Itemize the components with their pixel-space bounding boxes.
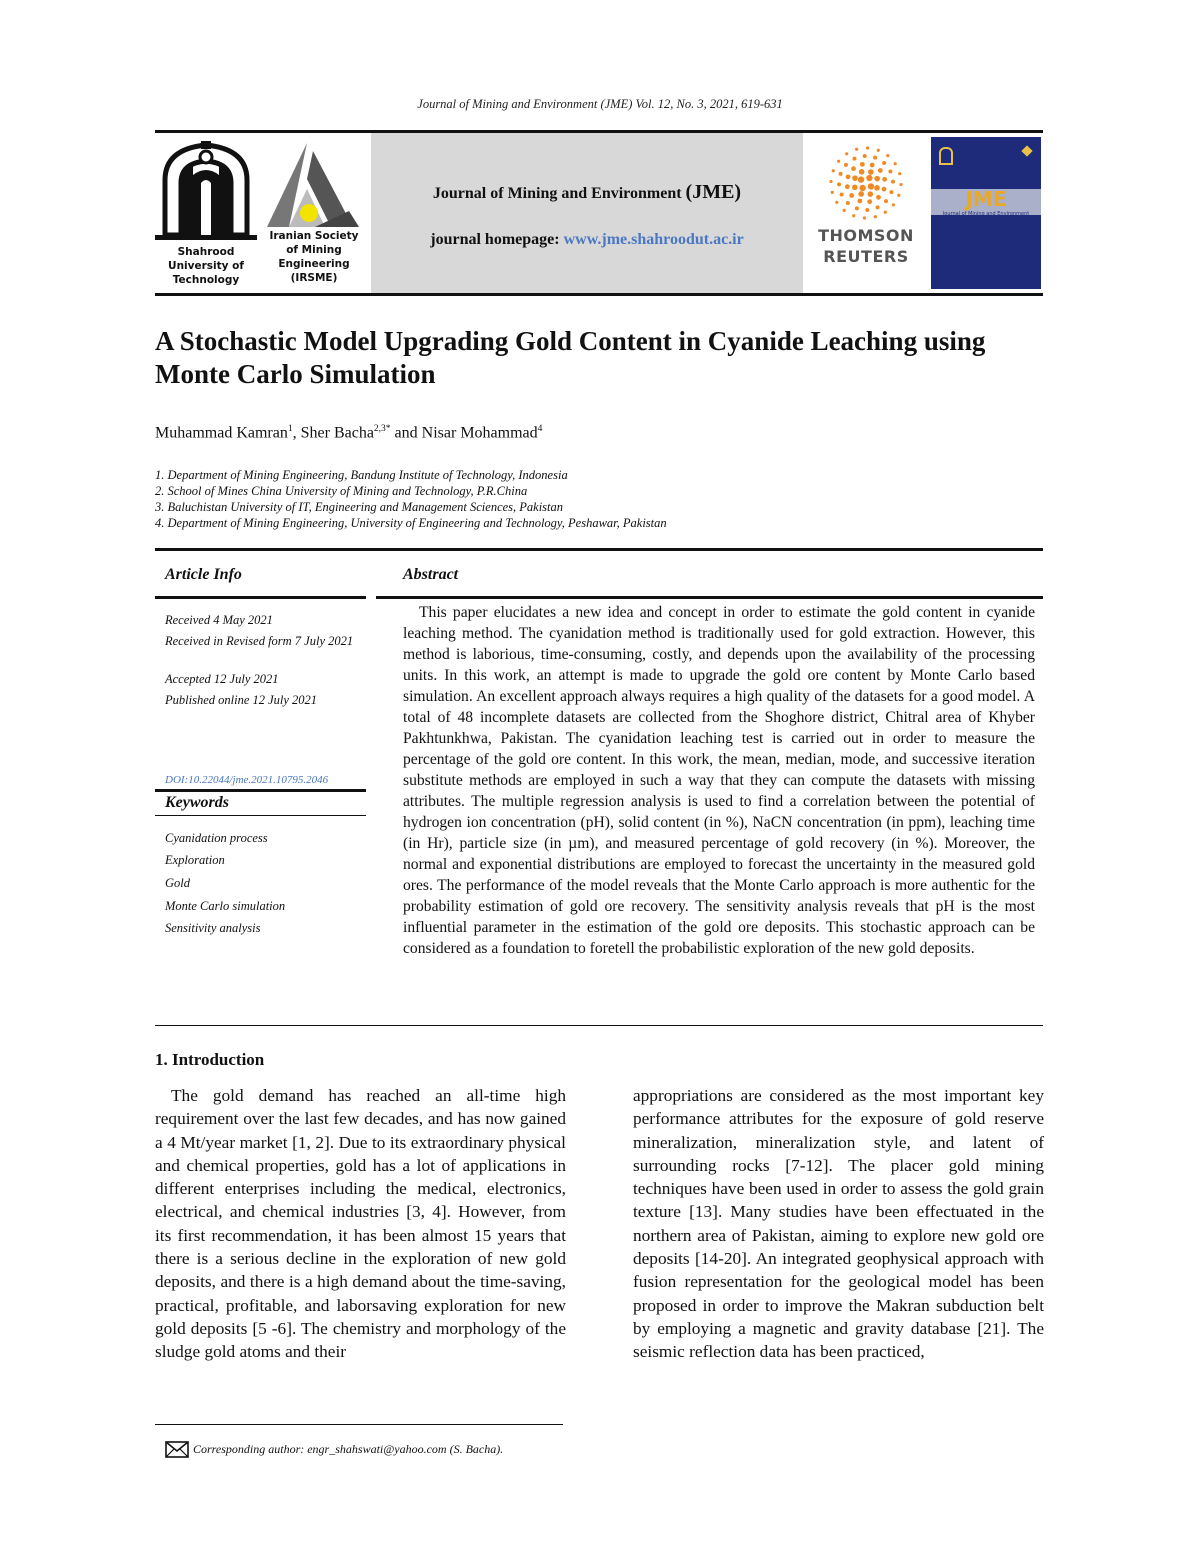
keyword-item: Monte Carlo simulation: [165, 899, 286, 913]
intro-paragraph: appropriations are considered as the most important key performance attributes for the exposure of gold reserve mineralization, mineralization style, and latent of surrounding rocks [7-12]. The placer gold mining techniques have been used in order to assess the gold grain texture [13]. Many studies have been effectuated in the northern area of Pakistan, aiming to explore new gold ore deposits [14-20]. An integrated geophysical approach with fusion representation for the geological model has been proposed in order to improve the Makran subduction belt by employing a magnetic and gravity database [21]. The seismic reflection data has been practiced,: [633, 1086, 1044, 1362]
footnote-rule: [155, 1424, 563, 1425]
envelope-icon: [165, 1441, 189, 1458]
cover-title: JME: [965, 187, 1007, 211]
keywords-rule: [155, 815, 366, 816]
banner-center: [371, 133, 803, 293]
author-name: Sher Bacha: [300, 424, 374, 442]
journal-name: Journal of Mining and Environment (JME): [432, 181, 742, 203]
keywords-top-rule: [155, 789, 366, 792]
keyword-item: Sensitivity analysis: [165, 921, 261, 935]
cover-star-icon: [1021, 145, 1032, 156]
revised-date: Received in Revised form 7 July 2021: [165, 634, 354, 648]
abstract-bottom-rule: [155, 1025, 1043, 1026]
reuters-text: REUTERS: [823, 247, 909, 266]
keyword-item: Gold: [165, 876, 190, 890]
author-affiliation-mark: 2,3*: [373, 424, 391, 434]
doi-link[interactable]: DOI:10.22044/jme.2021.10795.2046: [165, 774, 329, 786]
received-date: Received 4 May 2021: [165, 613, 273, 627]
running-header: Journal of Mining and Environment (JME) Vol. 12, No. 3, 2021, 619-631: [417, 97, 783, 111]
article-info-rule: [155, 596, 366, 599]
corresponding-author-note: [165, 1441, 503, 1458]
homepage-link[interactable]: www.jme.shahroodut.ac.ir: [563, 231, 744, 248]
shahrood-university-logo: [155, 133, 257, 293]
section-divider: [155, 548, 1043, 551]
affiliation: 2. School of Mines China University of Mining and Technology, P.R.China: [155, 484, 528, 498]
irsme-caption-line: Engineering: [278, 258, 350, 270]
thomson-reuters-dots-icon: [805, 139, 927, 229]
journal-homepage: journal homepage: www.jme.shahroodut.ac.ir: [430, 231, 744, 248]
accepted-date: Accepted 12 July 2021: [165, 672, 279, 686]
thomson-reuters-logo: [805, 133, 927, 293]
corresponding-author-text: Corresponding author: engr_shahswati@yahoo.com (S. Bacha).: [193, 1442, 504, 1456]
shahrood-caption-line: Technology: [172, 274, 240, 286]
author-affiliation-mark: 1: [287, 424, 293, 434]
author-name: Muhammad Kamran: [155, 424, 288, 442]
irsme-caption-line: of Mining: [286, 244, 342, 256]
abstract-body: [403, 602, 1035, 959]
affiliation: 3. Baluchistan University of IT, Engineering and Management Sciences, Pakistan: [155, 500, 564, 514]
paper-title: A Stochastic Model Upgrading Gold Content in Cyanide Leaching using Monte Carlo Simulation: [155, 326, 986, 389]
irsme-triangle-icon: [259, 141, 369, 233]
author-affiliation-mark: 4: [537, 424, 543, 434]
shahrood-caption-line: Shahrood: [177, 246, 235, 258]
cover-emblem-icon: [939, 147, 953, 165]
irsme-logo: [259, 133, 369, 293]
abstract-heading: Abstract: [403, 566, 459, 583]
intro-paragraph: The gold demand has reached an all-time high requirement over the last few decades, and has now gained a 4 Mt/year market [1, 2]. Due to its extraordinary physical and chemical properties, gold has a lot of applications in different enterprises including the medical, electronics, electrical, and chemical industries [3, 4]. However, from its first recommendation, it has been almost 15 years that there is a serious decline in the exploration of new gold deposits, and there is a high demand about the time-saving, practical, profitable, and laborsaving exploration for new gold deposits [5 -6]. The chemistry and morphology of the sludge gold atoms and their: [155, 1086, 566, 1362]
abstract-text: This paper elucidates a new idea and concept in order to estimate the gold content in cyanide leaching method. The cyanidation method is traditionally used for gold extraction. However, this method is laborious, time-consuming, costly, and depends upon the availability of the processing units. In this work, an attempt is made to upgrade the gold ore content by Monte Carlo based simulation. An excellent approach always requires a high quality of the datasets for a good model. A total of 48 incomplete datasets are collected from the Shoghore district, Chitral area of Khyber Pakhtunkhwa, Pakistan. The cyanidation leaching test is carried out in order to measure the percentage of the gold ore content. In this work, the mean, median, mode, and successive iteration substitute methods are employed in such a way that they can compute the datasets with missing attributes. The multiple regression analysis is used to find a correlation between the potential of hydrogen ion concentration (pH), solid content (in %), NaCN concentration (in ppm), leaching time (in Hr), particle size (in µm), and measured percentage of gold recovery (in %). Moreover, the normal and exponential distributions are employed to forecast the uncertainty in the measured gold ores. The performance of the model reveals that the Monte Carlo approach is more authentic for the probability estimation of gold ore recovery. The sensitivity analysis reveals that pH is the most influential parameter in the estimation of the gold ore deposits. This stochastic approach can be considered as a foundation to foretell the probabilistic exploration of the new gold deposits.: [403, 604, 1035, 957]
shahrood-emblem-icon: [155, 135, 257, 245]
keywords-heading: Keywords: [165, 794, 229, 811]
thomson-text: THOMSON: [818, 226, 914, 245]
author-list: Muhammad Kamran$^1$, Sher Bacha$^{2,3*}$ and Nisar Mohammad$^4$: [155, 424, 543, 442]
irsme-caption-line: (IRSME): [290, 272, 338, 284]
abstract-rule: [376, 596, 1043, 599]
irsme-caption-line: Iranian Society: [269, 230, 359, 242]
introduction-heading: 1. Introduction: [155, 1050, 265, 1069]
cover-subtitle: Journal of Mining and Environment: [942, 211, 1030, 217]
affiliation: 4. Department of Mining Engineering, University of Engineering and Technology, Peshawar, Pakistan: [155, 516, 667, 530]
intro-column-right: [633, 1084, 1044, 1364]
published-date: Published online 12 July 2021: [165, 693, 318, 707]
keyword-item: Exploration: [165, 853, 225, 867]
shahrood-caption-line: University of: [168, 260, 244, 272]
author-name: Nisar Mohammad: [421, 424, 538, 442]
journal-cover-image: [929, 133, 1043, 293]
affiliation: 1. Department of Mining Engineering, Bandung Institute of Technology, Indonesia: [155, 468, 568, 482]
article-info-heading: Article Info: [165, 566, 242, 583]
intro-column-left: [155, 1084, 566, 1364]
keyword-item: Cyanidation process: [165, 831, 268, 845]
journal-abbr: (JME): [685, 181, 742, 203]
journal-banner: [155, 130, 1043, 296]
